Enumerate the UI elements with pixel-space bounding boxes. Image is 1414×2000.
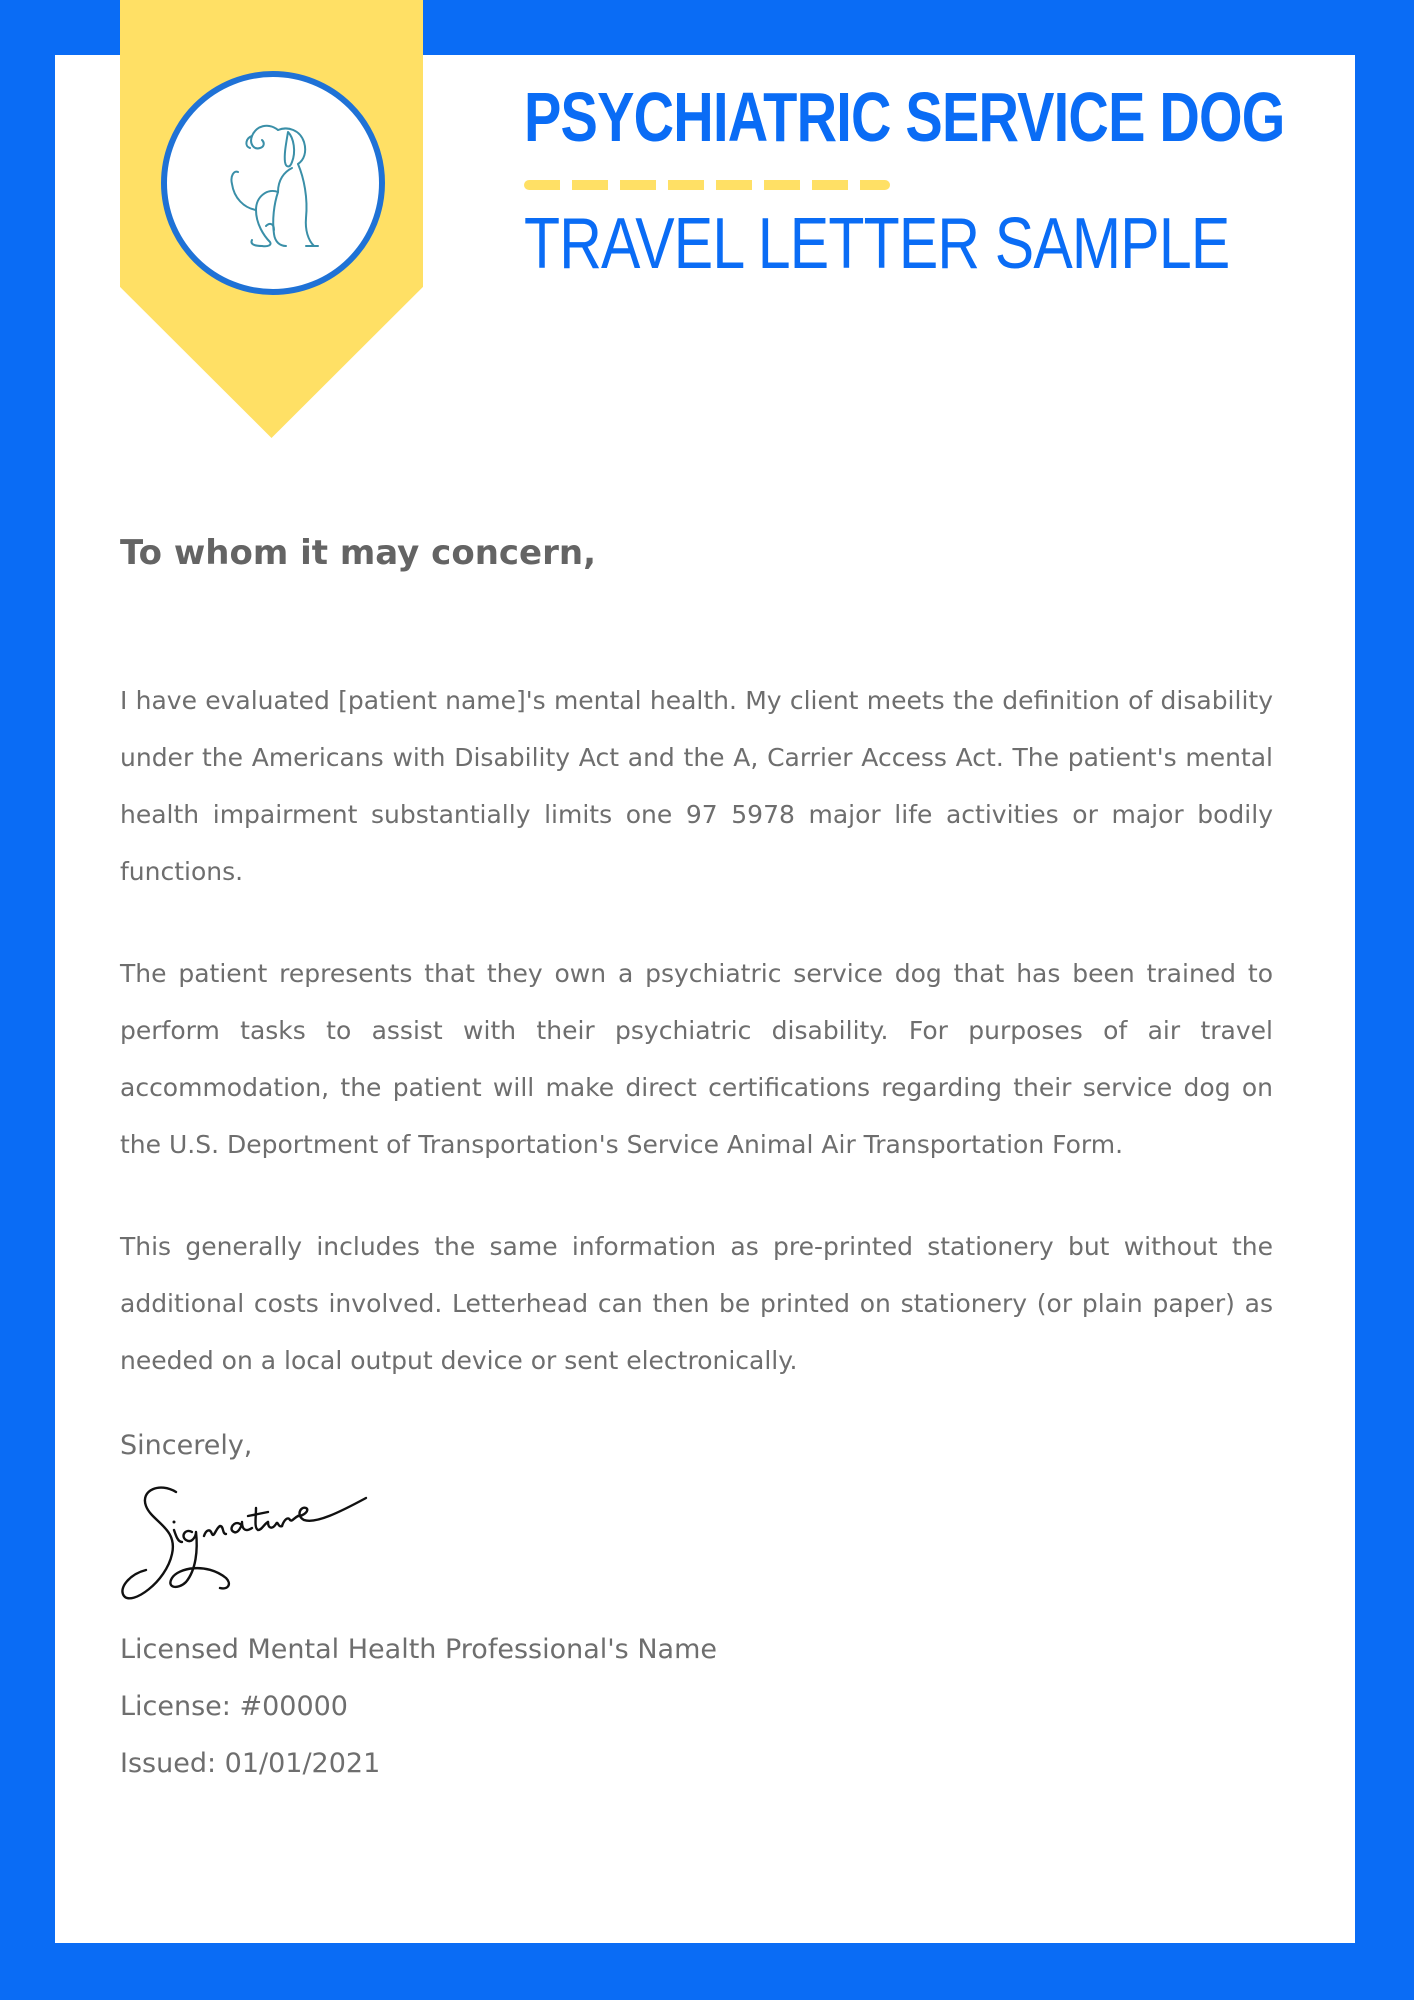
- body-paragraph: This generally includes the same information as pre-printed stationery but without the additional costs involved. Letterhead can then be printed on stationery (or plain paper) as needed on a local output device or sent electronically.: [120, 1232, 1273, 1375]
- license-number: License: #00000: [120, 1691, 348, 1722]
- issued-date: Issued: 01/01/2021: [120, 1748, 381, 1779]
- dog-line-art-icon: [208, 108, 338, 258]
- title-line-2: TRAVEL LETTER SAMPLE: [524, 204, 1230, 284]
- closing: Sincerely,: [120, 1430, 253, 1461]
- logo-badge: [161, 71, 385, 295]
- body-paragraph: The patient represents that they own a psychiatric service dog that has been trained to perform tasks to assist with their psychiatric disability. For purposes of air travel accommodation, the patient will make direct certifications regarding their service dog on the U.S. Deportment of Transportation's Service Animal Air Transportation Form.: [120, 959, 1273, 1159]
- title-dash-divider: [524, 180, 890, 190]
- greeting: To whom it may concern,: [120, 533, 596, 573]
- title-line-1: PSYCHIATRIC SERVICE DOG: [524, 78, 1285, 156]
- signature: [116, 1478, 376, 1618]
- body-paragraph: I have evaluated [patient name]'s mental health. My client meets the definition of disability under the Americans with Disability Act and the A, Carrier Access Act. The patient's mental health impairment substantially limits one 97 5978 major life activities or major bodily functions.: [120, 686, 1273, 886]
- professional-name: Licensed Mental Health Professional's Name: [120, 1634, 717, 1665]
